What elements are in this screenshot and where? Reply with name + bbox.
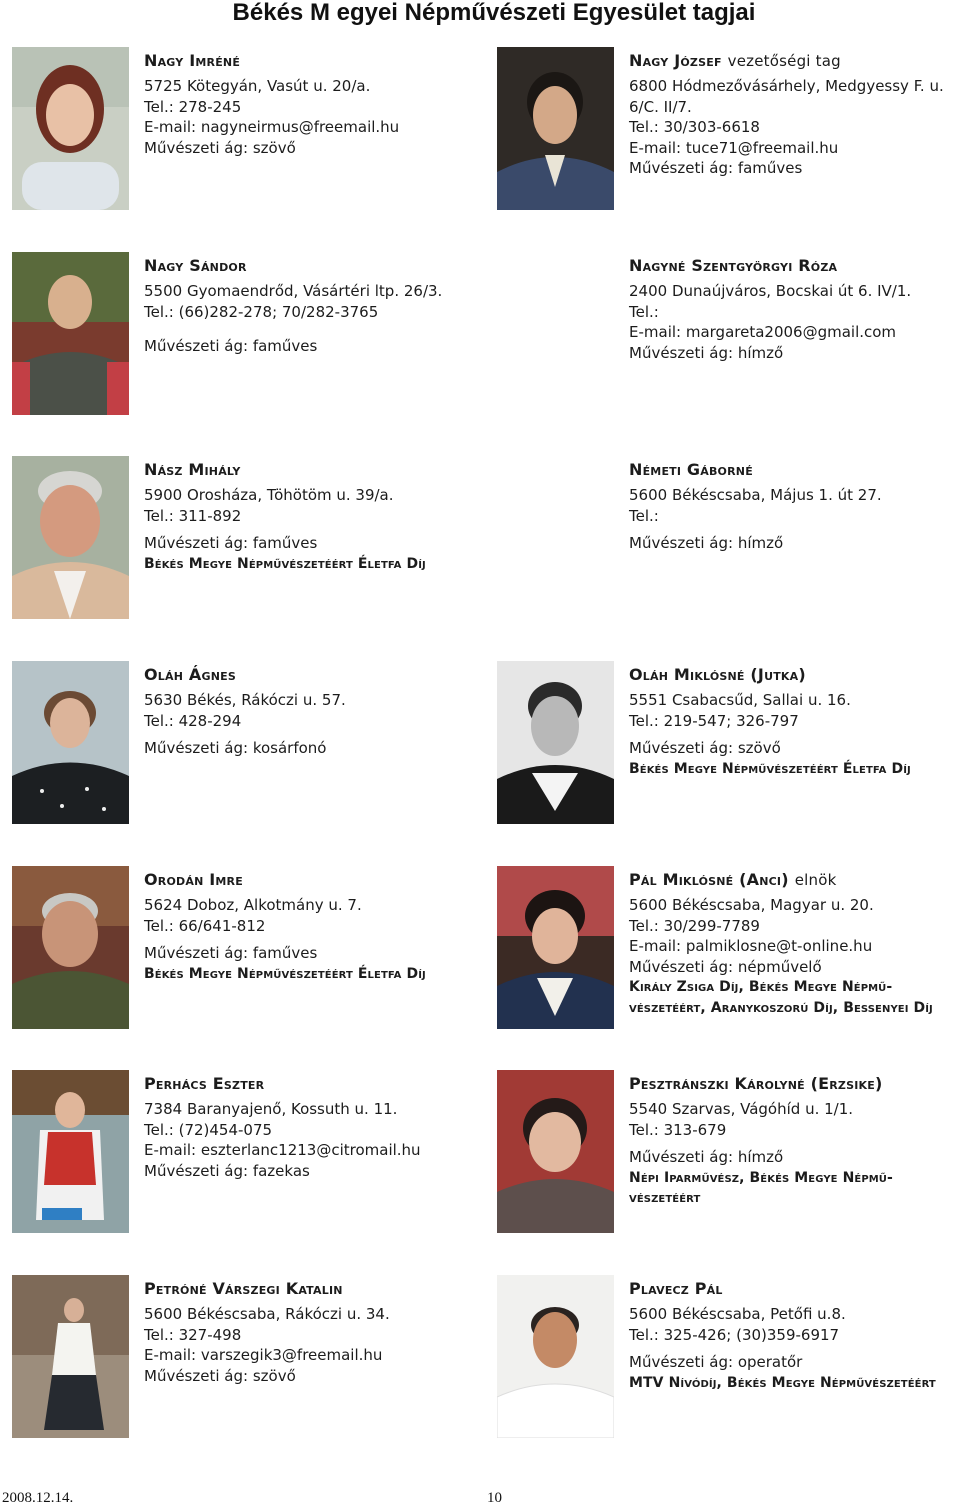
member-address: 5540 Szarvas, Vágóhíd u. 1/1. <box>629 1100 854 1118</box>
member-email: E-mail: varszegik3@freemail.hu <box>144 1346 383 1364</box>
member-name: Plavecz Pál <box>629 1279 723 1298</box>
member-phone: Tel.: 278-245 <box>144 97 242 116</box>
member-card <box>497 456 960 621</box>
member-art-branch: Művészeti ág: népművelő <box>629 957 822 976</box>
member-card <box>12 47 482 212</box>
page-number: 10 <box>487 1490 502 1506</box>
member-photo <box>12 252 129 415</box>
member-address: 5600 Békéscsaba, Magyar u. 20. <box>629 896 874 914</box>
member-phone: Tel.: <box>629 302 659 321</box>
member-address: 5600 Békéscsaba, Petőfi u.8. <box>629 1305 846 1323</box>
member-address: 5624 Doboz, Alkotmány u. 7. <box>144 896 362 914</box>
member-art-branch: Művészeti ág: szövő <box>144 138 296 157</box>
member-award: MTV Nívódíj, Békés Megye Népművészetéért <box>629 1374 936 1391</box>
member-photo <box>497 47 614 210</box>
member-photo <box>12 661 129 824</box>
member-phone: Tel.: 219-547; 326-797 <box>629 711 799 730</box>
member-award: Békés Megye Népművészetéért Életfa Díj <box>144 555 426 572</box>
member-card <box>12 252 482 417</box>
member-art-branch: Művészeti ág: hímző <box>629 343 784 362</box>
member-email: E-mail: palmiklosne@t-online.hu <box>629 937 873 955</box>
footer-date: 2008.12.14. <box>2 1490 74 1506</box>
member-card <box>497 1275 960 1440</box>
member-photo <box>12 1070 129 1233</box>
member-art-branch: Művészeti ág: faműves <box>629 159 803 177</box>
member-award: Népi Iparművész, Békés Megye Népmű- vészetéért <box>629 1169 893 1206</box>
member-address-cont: 6/C. II/7. <box>629 97 692 116</box>
member-name: Nagy József vezetőségi tag <box>629 51 841 70</box>
member-email: E-mail: eszterlanc1213@citromail.hu <box>144 1141 421 1159</box>
member-address: 6800 Hódmezővásárhely, Medgyessy F. u. <box>629 77 944 95</box>
member-address: 5500 Gyomaendrőd, Vásártéri ltp. 26/3. <box>144 282 443 300</box>
member-photo <box>12 1275 129 1438</box>
member-address: 2400 Dunaújváros, Bocskai út 6. IV/1. <box>629 282 912 300</box>
member-name: Perhács Eszter <box>144 1074 265 1093</box>
member-photo <box>497 661 614 824</box>
member-art-branch: Művészeti ág: fazekas <box>144 1161 310 1180</box>
member-role: vezetőségi tag <box>727 52 841 70</box>
member-card <box>497 866 960 1031</box>
member-award: Király Zsiga Díj, Békés Megye Népmű- vészetéért, Aranykoszorú Díj, Bessenyei Díj <box>629 979 933 1016</box>
member-card <box>12 866 482 1031</box>
member-award: Békés Megye Népművészetéért Életfa Díj <box>629 760 911 777</box>
member-email: E-mail: nagyneirmus@freemail.hu <box>144 118 400 136</box>
member-address: 5551 Csabacsűd, Sallai u. 16. <box>629 691 851 709</box>
member-photo <box>12 866 129 1029</box>
member-phone: Tel.: 327-498 <box>144 1325 242 1344</box>
member-phone: Tel.: 66/641-812 <box>144 916 266 935</box>
member-card <box>12 661 482 826</box>
member-name: Németi Gáborné <box>629 460 753 479</box>
member-phone: Tel.: 313-679 <box>629 1120 727 1139</box>
member-art-branch: Művészeti ág: hímző <box>629 534 784 552</box>
member-email: E-mail: tuce71@freemail.hu <box>629 138 839 157</box>
member-address: 5900 Orosháza, Töhötöm u. 39/a. <box>144 486 394 504</box>
member-art-branch: Művészeti ág: szövő <box>629 739 781 757</box>
member-address: 5600 Békéscsaba, Rákóczi u. 34. <box>144 1305 390 1323</box>
member-phone: Tel.: 30/303-6618 <box>629 118 760 136</box>
member-art-branch: Művészeti ág: faműves <box>144 944 318 962</box>
member-name: Nász Mihály <box>144 460 241 479</box>
member-name: Pesztránszki Károlyné (Erzsike) <box>629 1074 883 1093</box>
member-phone: Tel.: (72)454-075 <box>144 1120 273 1139</box>
member-name: Nagy Sándor <box>144 256 247 275</box>
member-name: Oláh Ágnes <box>144 665 236 684</box>
member-address: 5600 Békéscsaba, Május 1. út 27. <box>629 486 882 504</box>
member-card <box>497 47 960 212</box>
member-art-branch: Művészeti ág: hímző <box>629 1148 784 1166</box>
member-photo <box>12 47 129 210</box>
member-art-branch: Művészeti ág: operatőr <box>629 1353 803 1371</box>
member-address: 5725 Kötegyán, Vasút u. 20/a. <box>144 77 371 95</box>
member-role: elnök <box>794 871 837 889</box>
member-phone: Tel.: 30/299-7789 <box>629 916 760 935</box>
member-address: 7384 Baranyajenő, Kossuth u. 11. <box>144 1100 398 1118</box>
member-art-branch: Művészeti ág: faműves <box>144 534 318 552</box>
member-photo <box>497 866 614 1029</box>
member-name: Nagyné Szentgyörgyi Róza <box>629 256 838 275</box>
member-photo <box>12 456 129 619</box>
member-art-branch: Művészeti ág: kosárfonó <box>144 739 327 757</box>
member-art-branch: Művészeti ág: szövő <box>144 1366 296 1385</box>
member-card <box>12 456 482 621</box>
member-card <box>12 1275 482 1440</box>
member-card <box>497 661 960 826</box>
member-card <box>497 1070 960 1235</box>
member-phone: Tel.: <box>629 506 659 525</box>
member-phone: Tel.: 428-294 <box>144 711 242 730</box>
member-address: 5630 Békés, Rákóczi u. 57. <box>144 691 346 709</box>
member-photo <box>497 1070 614 1233</box>
member-award: Békés Megye Népművészetéért Életfa Díj <box>144 965 426 982</box>
member-name: Nagy Imréné <box>144 51 241 70</box>
member-art-branch: Művészeti ág: faműves <box>144 337 318 355</box>
member-phone: Tel.: 311-892 <box>144 506 242 525</box>
member-card <box>497 252 960 417</box>
member-photo <box>497 1275 614 1438</box>
member-name: Oláh Miklósné (Jutka) <box>629 665 806 684</box>
page-title: Békés M egyei Népművészeti Egyesület tagjai <box>232 0 756 26</box>
member-name: Pál Miklósné (Anci) elnök <box>629 870 837 889</box>
member-email: E-mail: margareta2006@gmail.com <box>629 323 897 341</box>
member-name: Orodán Imre <box>144 870 243 889</box>
member-card <box>12 1070 482 1235</box>
member-name: Petróné Várszegi Katalin <box>144 1279 343 1298</box>
member-phone: Tel.: 325-426; (30)359-6917 <box>629 1325 840 1344</box>
member-phone: Tel.: (66)282-278; 70/282-3765 <box>144 302 379 321</box>
